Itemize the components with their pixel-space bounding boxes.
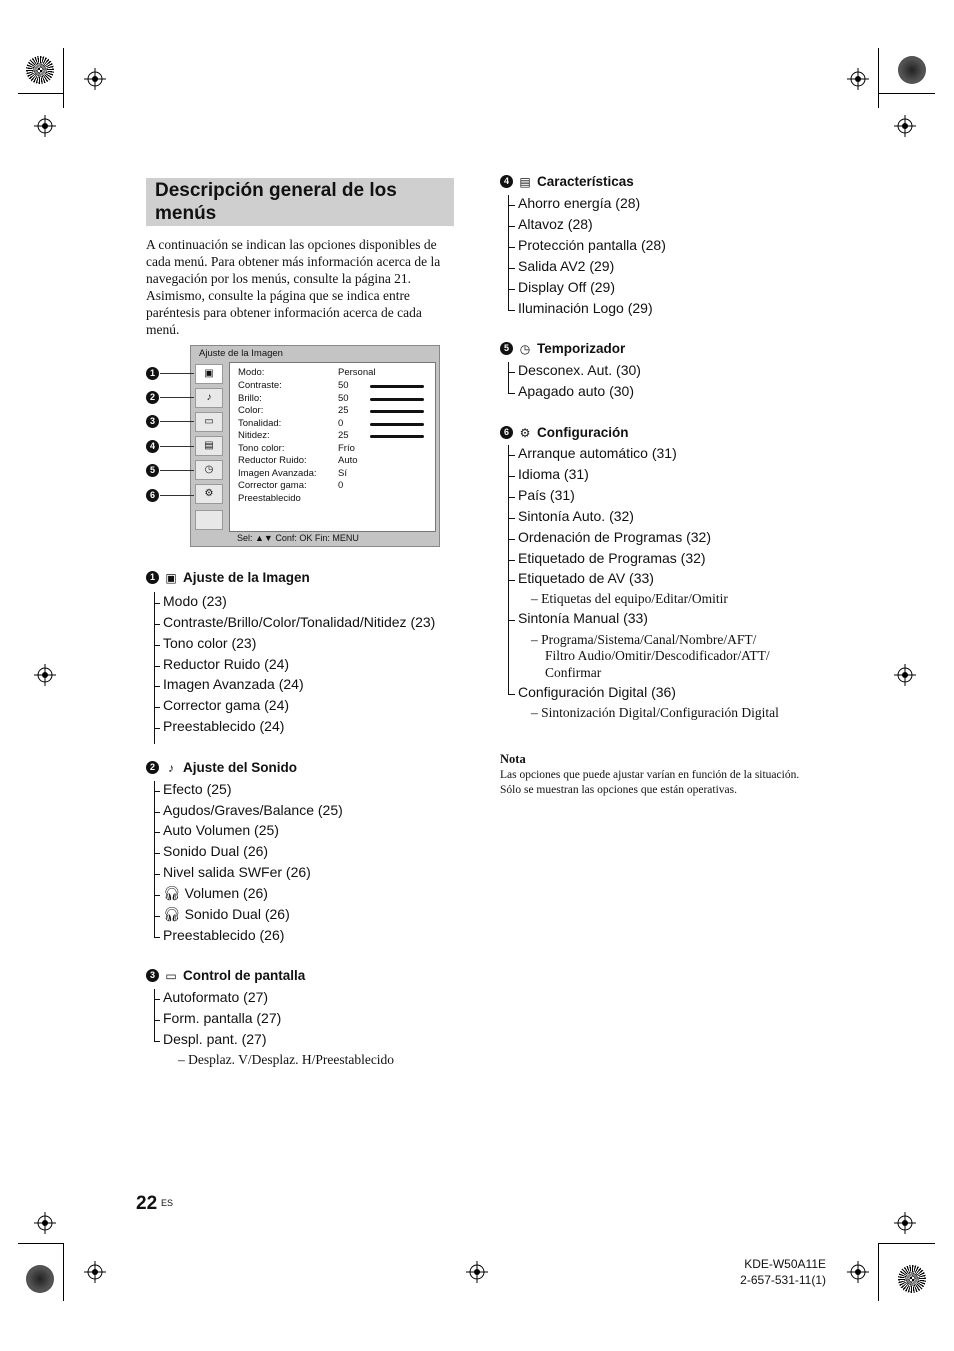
list-item: Corrector gama (24) xyxy=(163,697,290,713)
registration-target-icon xyxy=(847,1261,869,1283)
note-text: Las opciones que puede ajustar varían en función de la situación. Sólo se muestran las opciones que están operativas. xyxy=(500,769,800,796)
page-title xyxy=(146,178,454,226)
screen-icon: ▭ xyxy=(165,968,177,983)
callout-4: 4 xyxy=(146,440,159,453)
list-item: Idioma (31) xyxy=(518,466,589,482)
section-number: 5 xyxy=(500,342,513,355)
sound-icon: ♪ xyxy=(195,388,223,408)
callout-3: 3 xyxy=(146,415,159,428)
list-item: Autoformato (27) xyxy=(163,989,269,1005)
setup-icon: ⚙ xyxy=(195,484,223,504)
osd-row-value: 50 xyxy=(338,380,349,391)
list-item: Sintonía Auto. (32) xyxy=(518,508,634,524)
list-item: Protección pantalla (28) xyxy=(518,237,666,253)
note-heading: Nota xyxy=(500,752,526,766)
list-item: Ahorro energía (28) xyxy=(518,195,641,211)
section-number: 3 xyxy=(146,969,159,982)
list-item: Ordenación de Programas (32) xyxy=(518,529,711,545)
list-item: Desconex. Aut. (30) xyxy=(518,362,641,378)
registration-target-icon xyxy=(894,664,916,686)
list-item: Sonido Dual (26) xyxy=(163,843,269,859)
page-title-line-2: menús xyxy=(155,203,217,224)
list-item: Despl. pant. (27) xyxy=(163,1031,267,1047)
sub-item: Confirmar xyxy=(545,665,602,680)
screen-icon: ▭ xyxy=(195,412,223,432)
callout-5: 5 xyxy=(146,464,159,477)
color-wheel-mark-icon xyxy=(898,56,926,84)
osd-row-label: Color: xyxy=(238,405,264,416)
callout-line xyxy=(160,446,194,447)
registration-target-icon xyxy=(894,1212,916,1234)
osd-row-value: Auto xyxy=(338,455,358,466)
callout-1: 1 xyxy=(146,367,159,380)
osd-row-value: Personal xyxy=(338,367,376,378)
page-number: 22 xyxy=(136,1193,158,1214)
osd-row-value: 0 xyxy=(338,418,344,429)
color-wheel-mark-icon xyxy=(898,1265,926,1293)
osd-row-label: Contraste: xyxy=(238,380,282,391)
registration-target-icon xyxy=(847,68,869,90)
callout-2: 2 xyxy=(146,391,159,404)
sub-item: – Etiquetas del equipo/Editar/Omitir xyxy=(531,591,728,606)
osd-row-label: Modo: xyxy=(238,367,265,378)
menu-settings-pane xyxy=(229,362,436,532)
list-item: Nivel salida SWFer (26) xyxy=(163,864,311,880)
osd-slider-bar xyxy=(370,435,424,438)
section-number: 1 xyxy=(146,571,159,584)
color-wheel-mark-icon xyxy=(26,56,54,84)
part-number: 2-657-531-11(1) xyxy=(740,1273,826,1287)
list-item: Etiquetado de Programas (32) xyxy=(518,550,706,566)
osd-slider-bar xyxy=(370,398,424,401)
registration-target-icon xyxy=(894,115,916,137)
menu-icon-column xyxy=(195,362,225,532)
list-item: Altavoz (28) xyxy=(518,216,593,232)
list-item: Sintonía Manual (33) xyxy=(518,610,648,626)
list-item: Etiquetado de AV (33) xyxy=(518,570,654,586)
osd-row-label: Corrector gama: xyxy=(238,480,307,491)
sub-item: – Desplaz. V/Desplaz. H/Preestablecido xyxy=(178,1052,395,1067)
headphones-icon: 🎧︎ xyxy=(163,906,185,922)
list-item: Iluminación Logo (29) xyxy=(518,300,653,316)
osd-row-label: Tonalidad: xyxy=(238,418,282,429)
color-wheel-mark-icon xyxy=(26,1265,54,1293)
list-item: Reductor Ruido (24) xyxy=(163,656,290,672)
tree-line xyxy=(154,781,155,938)
list-item: Preestablecido (24) xyxy=(163,718,285,734)
osd-row-label: Imagen Avanzada: xyxy=(238,468,317,479)
section-5-heading xyxy=(500,341,625,356)
list-item: Salida AV2 (29) xyxy=(518,258,615,274)
osd-row-label: Preestablecido xyxy=(238,493,301,504)
menu-screenshot xyxy=(190,345,440,547)
osd-row-label: Reductor Ruido: xyxy=(238,455,307,466)
list-item: Modo (23) xyxy=(163,593,227,609)
section-number: 2 xyxy=(146,761,159,774)
list-item: Auto Volumen (25) xyxy=(163,822,279,838)
list-item xyxy=(163,885,268,902)
list-item: Arranque automático (31) xyxy=(518,445,677,461)
list-item: Preestablecido (26) xyxy=(163,927,285,943)
list-item-text: Sonido Dual (26) xyxy=(184,906,290,922)
osd-row-value: Sí xyxy=(338,468,347,479)
tree-line xyxy=(508,195,509,311)
list-item-text: Volumen (26) xyxy=(184,885,268,901)
page-language: ES xyxy=(161,1198,174,1208)
osd-row-value: 50 xyxy=(338,393,349,404)
osd-row-value: Frío xyxy=(338,443,355,454)
list-item: Tono color (23) xyxy=(163,635,257,651)
timer-icon: ◷ xyxy=(195,460,223,480)
list-item: Display Off (29) xyxy=(518,279,615,295)
section-3-heading xyxy=(146,968,305,983)
list-item: Apagado auto (30) xyxy=(518,383,634,399)
section-title: Ajuste del Sonido xyxy=(183,760,298,775)
registration-target-icon xyxy=(84,68,106,90)
section-4-heading xyxy=(500,174,634,189)
callout-line xyxy=(160,421,194,422)
section-title: Configuración xyxy=(537,425,629,440)
registration-target-icon xyxy=(34,664,56,686)
section-title: Características xyxy=(537,174,634,189)
tree-line xyxy=(154,989,155,1041)
empty-icon-slot xyxy=(195,510,223,530)
callout-line xyxy=(160,470,194,471)
section-1-heading xyxy=(146,570,310,585)
osd-row-value: 25 xyxy=(338,430,349,441)
page-title-line-1: Descripción general de los xyxy=(155,180,397,201)
picture-icon: ▣ xyxy=(165,570,177,585)
sub-item: Filtro Audio/Omitir/Descodificador/ATT/ xyxy=(545,648,770,663)
osd-row-value: 25 xyxy=(338,405,349,416)
section-2-heading xyxy=(146,760,297,775)
list-item: Form. pantalla (27) xyxy=(163,1010,282,1026)
registration-target-icon xyxy=(84,1261,106,1283)
features-icon: ▤ xyxy=(519,174,531,189)
callout-line xyxy=(160,397,194,398)
osd-slider-bar xyxy=(370,423,424,426)
osd-row-label: Brillo: xyxy=(238,393,262,404)
registration-target-icon xyxy=(34,115,56,137)
osd-slider-bar xyxy=(370,410,424,413)
section-title: Temporizador xyxy=(537,341,626,356)
callout-line xyxy=(160,373,194,374)
picture-icon: ▣ xyxy=(195,364,223,384)
osd-row-label: Nitidez: xyxy=(238,430,270,441)
setup-icon: ⚙ xyxy=(519,425,531,440)
intro-paragraph: A continuación se indican las opciones disponibles de cada menú. Para obtener más información acerca de la navegación por los menús, consulte la página 21. Asimismo, consulte la página que se indica entre paréntesis para obtener información acerca de cada menú. xyxy=(146,237,441,337)
section-number: 4 xyxy=(500,175,513,188)
features-icon: ▤ xyxy=(195,436,223,456)
section-title: Ajuste de la Imagen xyxy=(183,570,310,585)
callout-6: 6 xyxy=(146,489,159,502)
model-info xyxy=(700,1256,826,1288)
list-item: Imagen Avanzada (24) xyxy=(163,676,304,692)
timer-icon: ◷ xyxy=(519,341,531,356)
osd-slider-bar xyxy=(370,385,424,388)
sound-icon: ♪ xyxy=(168,760,174,775)
list-item: Configuración Digital (36) xyxy=(518,684,676,700)
list-item xyxy=(163,906,290,923)
menu-screenshot-footer: Sel: ▲▼ Conf: OK Fin: MENU xyxy=(237,533,359,543)
registration-target-icon xyxy=(466,1261,488,1283)
sub-item: – Sintonización Digital/Configuración Digital xyxy=(531,705,779,720)
osd-row-value: 0 xyxy=(338,480,344,491)
headphones-icon: 🎧︎ xyxy=(163,885,185,901)
osd-row-label: Tono color: xyxy=(238,443,285,454)
callout-line xyxy=(160,495,194,496)
tree-line xyxy=(508,362,509,394)
section-6-heading xyxy=(500,425,629,440)
list-item: Agudos/Graves/Balance (25) xyxy=(163,802,343,818)
sub-item: – Programa/Sistema/Canal/Nombre/AFT/ xyxy=(531,632,757,647)
section-number: 6 xyxy=(500,426,513,439)
list-item: Contraste/Brillo/Color/Tonalidad/Nitidez (23) xyxy=(163,614,436,630)
registration-target-icon xyxy=(34,1212,56,1234)
model-number: KDE-W50A11E xyxy=(744,1257,826,1271)
tree-line xyxy=(154,592,155,744)
list-item: País (31) xyxy=(518,487,575,503)
tree-line xyxy=(508,445,509,695)
section-title: Control de pantalla xyxy=(183,968,306,983)
list-item: Efecto (25) xyxy=(163,781,232,797)
menu-screenshot-header: Ajuste de la Imagen xyxy=(199,348,283,359)
